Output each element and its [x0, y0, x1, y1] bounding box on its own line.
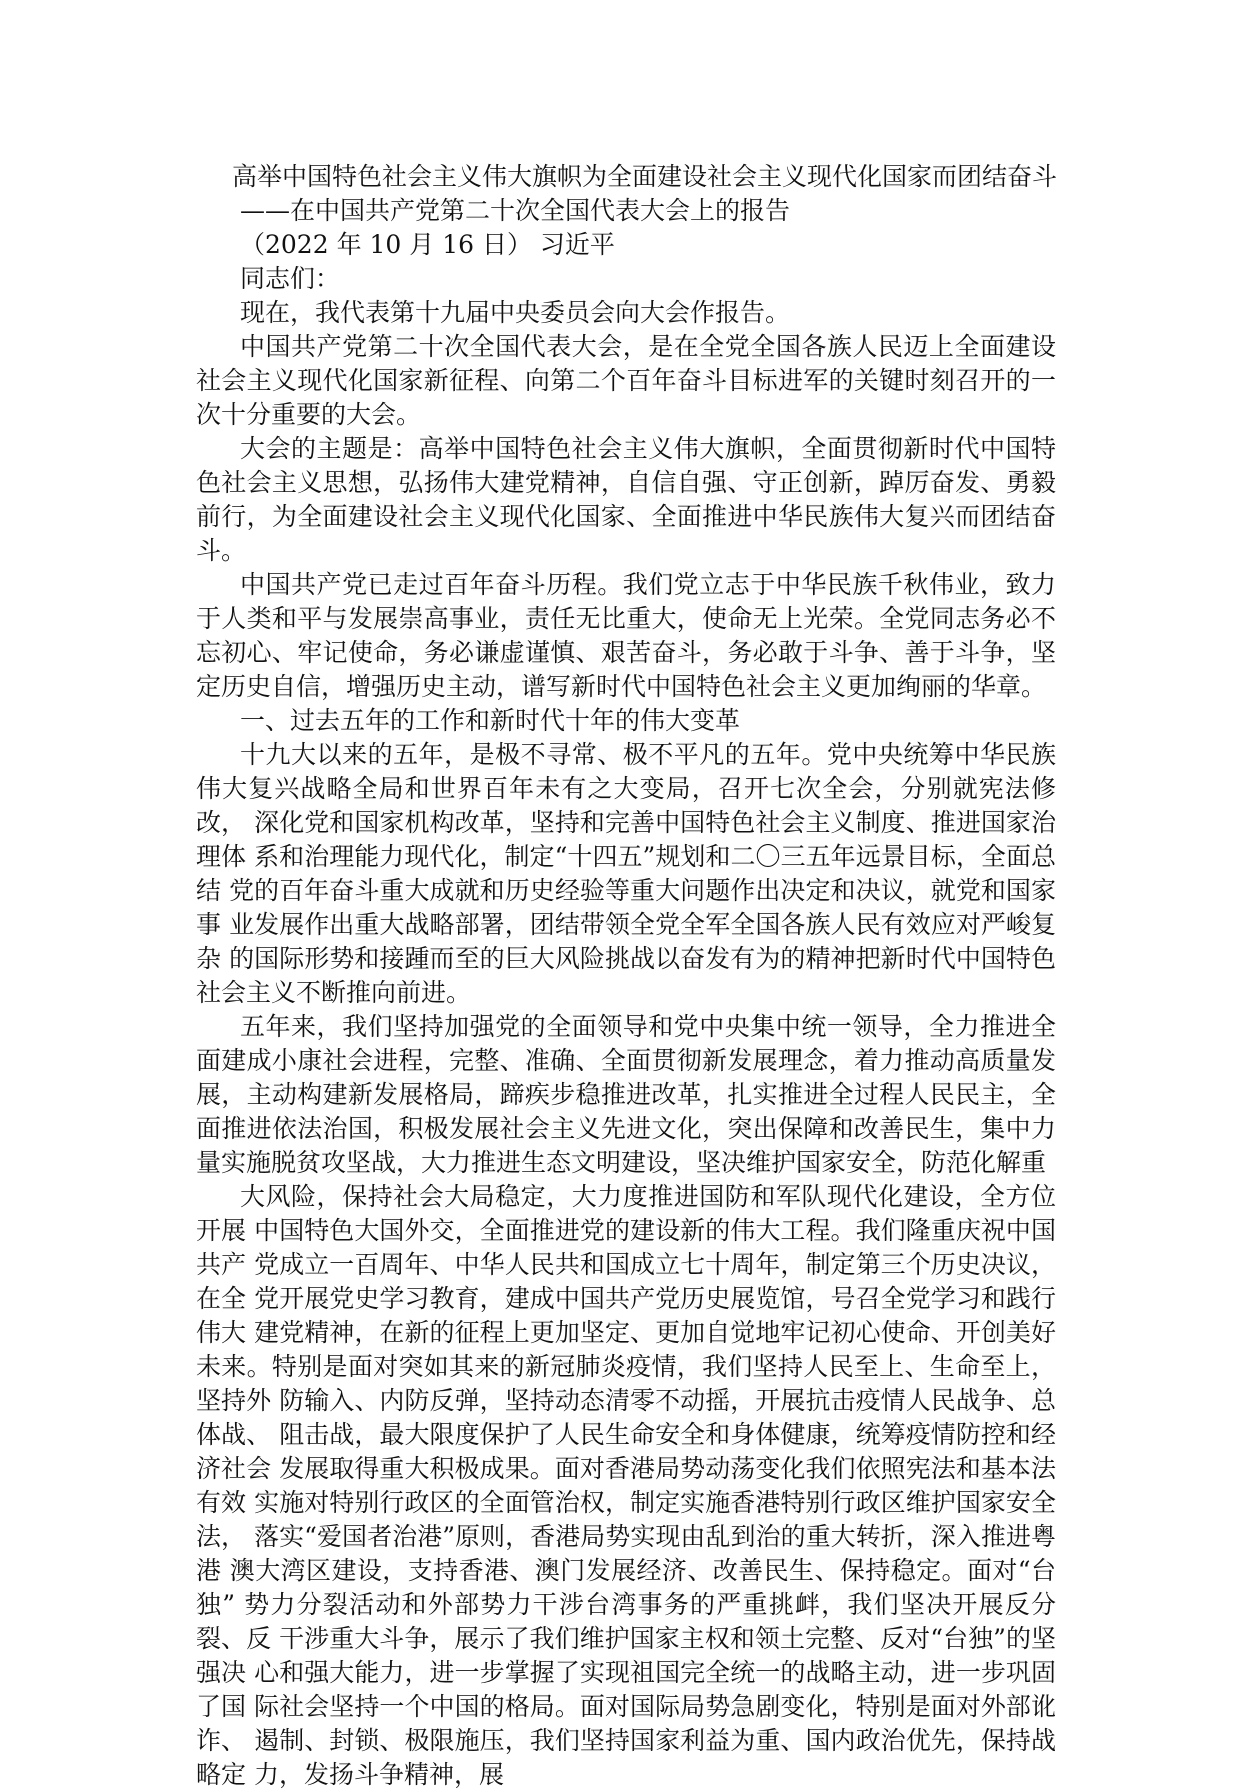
paragraph-opening: 现在，我代表第十九届中央委员会向大会作报告。 [240, 298, 791, 327]
paragraph-achievements-continued: 大风险，保持社会大局稳定，大力度推进国防和军队现代化建设，全方位开展 中国特色大国外交，全面推进党的建设新的伟大工程。我们隆重庆祝中国共产 党成立一百周年、中华人民共和国成立七十周年，制定第三个历史决议，在全 党开展党史学习教育，建成中国共产党历史展览馆，号召全党学习和践行伟大 建党精神，在新的征程上更加坚定、更加自觉地牢记初心使命、开创美好未来。特别是面对突如其来的新冠肺炎疫情，我们坚持人民至上、生命至上，坚持外 防输入、内防反弹，坚持动态清零不动摇，开展抗击疫情人民战争、总体战、 阻击战，最大限度保护了人民生命安全和身体健康，统筹疫情防控和经济社会 发展取得重大积极成果。面对香港局势动荡变化我们依照宪法和基本法有效 实施对特别行政区的全面管治权，制定实施香港特别行政区维护国家安全法， 落实“爱国者治港”原则，香港局势实现由乱到治的重大转折，深入推进粤港 澳大湾区建设，支持香港、澳门发展经济、改善民生、保持稳定。面对“台独” 势力分裂活动和外部势力干涉台湾事务的严重挑衅，我们坚决开展反分裂、反 干涉重大斗争，展示了我们维护国家主权和领土完整、反对“台独”的坚强决 心和强大能力，进一步掌握了实现祖国完全统一的战略主动，进一步巩固了国 际社会坚持一个中国的格局。面对国际局势急剧变化，特别是面对外部讹诈、 遏制、封锁、极限施压，我们坚持国家利益为重、国内政治优先，保持战略定 力，发扬斗争精神，展 [196, 1182, 1056, 1789]
salutation: 同志们： [240, 264, 341, 293]
report-title: 高举中国特色社会主义伟大旗帜为全面建设社会主义现代化国家而团结奋斗 [232, 162, 1058, 191]
report-subtitle: ——在中国共产党第二十次全国代表大会上的报告 [240, 196, 791, 225]
paragraph-congress-theme: 大会的主题是：高举中国特色社会主义伟大旗帜，全面贯彻新时代中国特色社会主义思想，弘扬伟大建党精神，自信自强、守正创新，踔厉奋发、勇毅前行，为全面建设社会主义现代化国家、全面推进中华民族伟大复兴而团结奋斗。 [196, 434, 1056, 565]
paragraph-five-years: 十九大以来的五年，是极不寻常、极不平凡的五年。党中央统筹中华民族 伟大复兴战略全局和世界百年未有之大变局，召开七次全会，分别就宪法修改， 深化党和国家机构改革，坚持和完善中国特色社会主义制度、推进国家治理体 系和治理能力现代化，制定“十四五”规划和二〇三五年远景目标，全面总结 党的百年奋斗重大成就和历史经验等重大问题作出决定和决议，就党和国家事 业发展作出重大战略部署，团结带领全党全军全国各族人民有效应对严峻复杂 的国际形势和接踵而至的巨大风险挑战以奋发有为的精神把新时代中国特色 社会主义不断推向前进。 [196, 740, 1056, 1007]
paragraph-achievements: 五年来，我们坚持加强党的全面领导和党中央集中统一领导，全力推进全面建成小康社会进程，完整、准确、全面贯彻新发展理念，着力推动高质量发展，主动构建新发展格局，蹄疾步稳推进改革，扎实推进全过程人民民主，全面推进依法治国，积极发展社会主义先进文化，突出保障和改善民生，集中力量实施脱贫攻坚战，大力推进生态文明建设，坚决维护国家安全，防范化解重 [196, 1012, 1056, 1177]
report-dateline: （2022 年 10 月 16 日） 习近平 [240, 230, 615, 259]
report-page [196, 160, 1056, 1792]
paragraph-party-mission: 中国共产党已走过百年奋斗历程。我们党立志于中华民族千秋伟业，致力于人类和平与发展崇高事业，责任无比重大，使命无上光荣。全党同志务必不忘初心、牢记使命，务必谦虚谨慎、艰苦奋斗，务必敢于斗争、善于斗争，坚定历史自信，增强历史主动，谱写新时代中国特色社会主义更加绚丽的华章。 [196, 570, 1056, 701]
section-heading: 一、过去五年的工作和新时代十年的伟大变革 [240, 706, 741, 735]
paragraph-congress-context: 中国共产党第二十次全国代表大会，是在全党全国各族人民迈上全面建设社会主义现代化国家新征程、向第二个百年奋斗目标进军的关键时刻召开的一次十分重要的大会。 [196, 332, 1056, 429]
